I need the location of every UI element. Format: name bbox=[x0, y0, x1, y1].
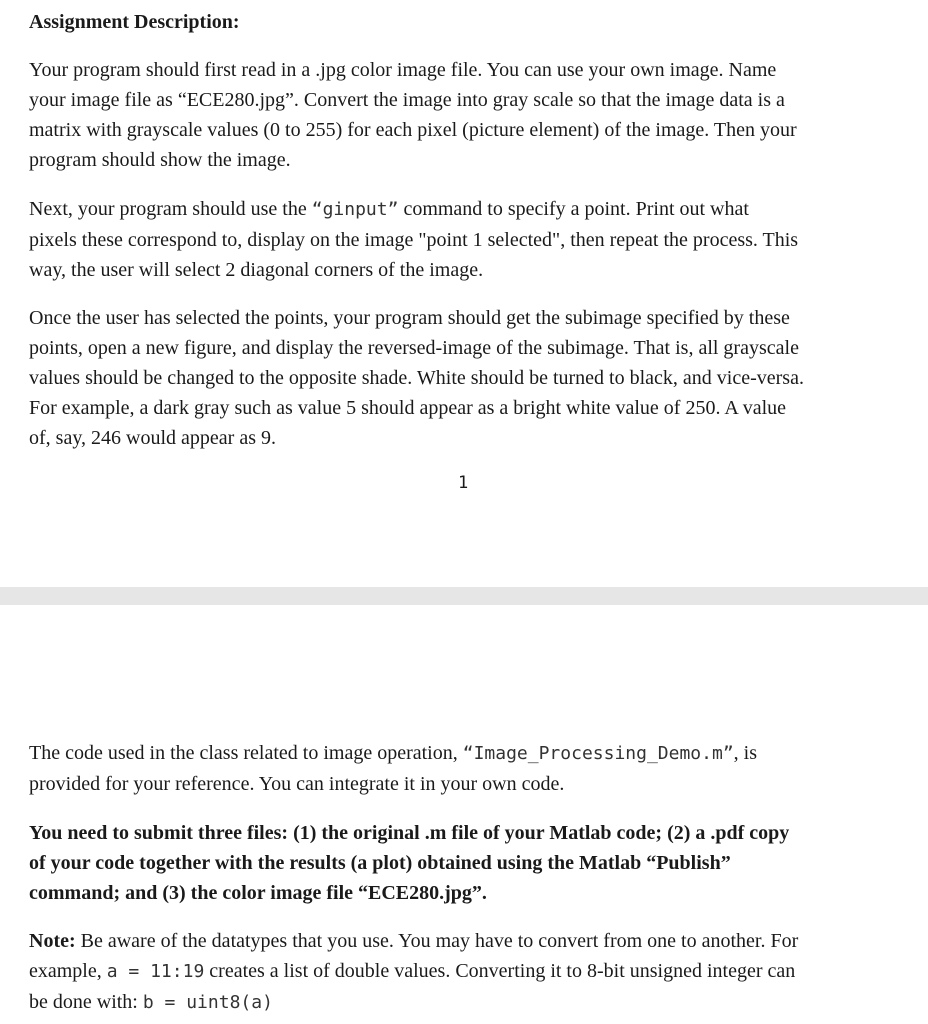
text-run: Next, your program should use the bbox=[29, 198, 312, 220]
text-run: creates a list of double values. Converting it to 8-bit unsigned integer can bbox=[204, 960, 796, 982]
paragraph-line: provided for your reference. You can integrate it in your own code. bbox=[29, 773, 565, 795]
paragraph-line: pixels these correspond to, display on the image "point 1 selected", then repeat the process. This bbox=[29, 229, 799, 251]
text-run: Be aware of the datatypes that you use. You may have to convert from one to another. For bbox=[75, 930, 799, 952]
paragraph-line: of, say, 246 would appear as 9. bbox=[29, 427, 276, 449]
paragraph-line: way, the user will select 2 diagonal corners of the image. bbox=[29, 259, 484, 281]
text-run: , is bbox=[733, 742, 758, 764]
code-range-example: a = 11:19 bbox=[106, 961, 205, 982]
paragraph-line: command; and (3) the color image file “ECE280.jpg”. bbox=[29, 882, 487, 904]
text-run: The code used in the class related to image operation, bbox=[29, 742, 463, 764]
paragraph-subimage bbox=[29, 303, 909, 453]
paragraph-line: For example, a dark gray such as value 5 should appear as a bright white value of 250. A value bbox=[29, 397, 787, 419]
paragraph-line bbox=[29, 926, 909, 956]
text-run: be done with: bbox=[29, 991, 143, 1013]
paragraph-line bbox=[29, 987, 909, 1018]
paragraph-line: values should be changed to the opposite shade. White should be turned to black, and vice-versa. bbox=[29, 367, 804, 389]
paragraph-line: Your program should first read in a .jpg color image file. You can use your own image. Name bbox=[29, 59, 777, 81]
page-separator bbox=[0, 587, 928, 605]
paragraph-submission bbox=[29, 818, 909, 908]
paragraph-ginput bbox=[29, 194, 909, 285]
paragraph-read-image bbox=[29, 55, 909, 175]
code-demo-file: “Image_Processing_Demo.m” bbox=[462, 743, 734, 764]
paragraph-line: You need to submit three files: (1) the original .m file of your Matlab code; (2) a .pdf copy bbox=[29, 822, 790, 844]
note-label: Note: bbox=[29, 930, 76, 952]
code-ginput: “ginput” bbox=[311, 199, 399, 220]
paragraph-line: matrix with grayscale values (0 to 255) for each pixel (picture element) of the image. Then your bbox=[29, 119, 797, 141]
page-number: 1 bbox=[458, 473, 469, 493]
assignment-heading: Assignment Description: bbox=[29, 11, 240, 33]
paragraph-note bbox=[29, 926, 909, 1018]
paragraph-reference-code bbox=[29, 738, 909, 799]
paragraph-line: of your code together with the results (a plot) obtained using the Matlab “Publish” bbox=[29, 852, 731, 874]
document-page-2 bbox=[0, 605, 928, 1024]
text-run: example, bbox=[29, 960, 107, 982]
paragraph-line: program should show the image. bbox=[29, 149, 291, 171]
paragraph-line bbox=[29, 956, 909, 987]
text-run: command to specify a point. Print out what bbox=[398, 198, 749, 220]
paragraph-line: points, open a new figure, and display the reversed-image of the subimage. That is, all grayscale bbox=[29, 337, 799, 359]
code-uint8-example: b = uint8(a) bbox=[142, 992, 273, 1013]
paragraph-line bbox=[29, 738, 909, 769]
paragraph-line bbox=[29, 194, 909, 225]
paragraph-line: your image file as “ECE280.jpg”. Convert the image into gray scale so that the image data is a bbox=[29, 89, 785, 111]
paragraph-line: Once the user has selected the points, your program should get the subimage specified by these bbox=[29, 307, 790, 329]
